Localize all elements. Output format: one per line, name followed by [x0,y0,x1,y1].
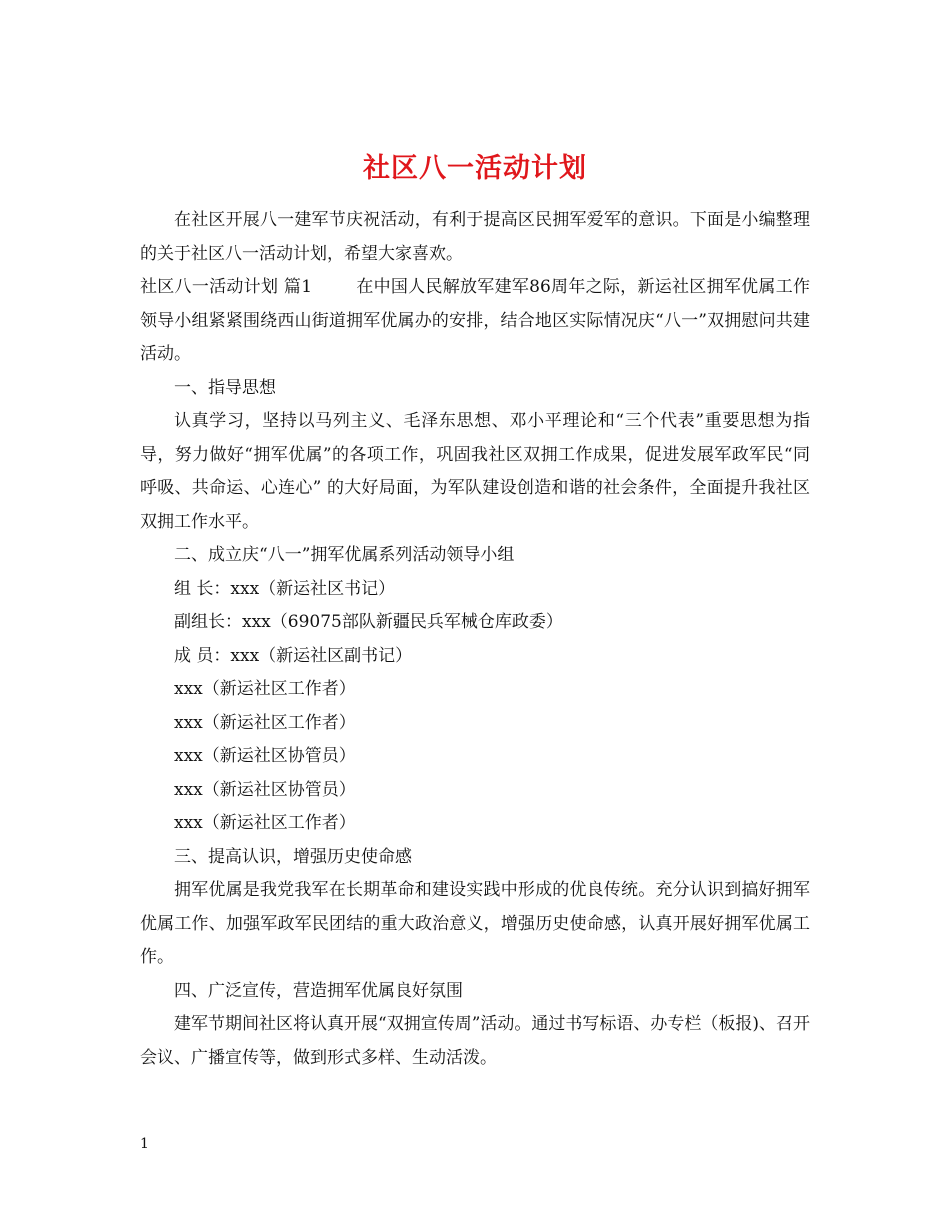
section-heading: 三、提高认识，增强历史使命感 [174,846,412,867]
document-title: 社区八一活动计划 [363,153,587,185]
member-line: xxx（新运社区工作者） [174,813,356,833]
paragraph: 在社区开展八一建军节庆祝活动，有利于提高区民拥军爱军的意识。下面是小编整理的关于社区八一活动计划，希望大家喜欢。 [140,210,810,264]
member-line: 副组长：xxx（69075部队新疆民兵军械仓库政委） [174,612,563,632]
member-line: 成 员：xxx（新运社区副书记） [174,645,413,666]
paragraph: 建军节期间社区将认真开展“双拥宣传周”活动。通过书写标语、办专栏（板报)、召开会议、广播宣传等，做到形式多样、生动活泼。 [140,1014,811,1068]
section-lead: 社区八一活动计划 篇1 [140,277,313,297]
page-number: 1 [140,1136,149,1152]
section-heading: 四、广泛宣传，营造拥军优属良好氛围 [174,980,463,1001]
document-body [140,204,810,1075]
section-heading: 二、成立庆“八一”拥军优属系列活动领导小组 [174,545,515,565]
section-heading: 一、指导思想 [174,377,276,398]
paragraph: 认真学习，坚持以马列主义、毛泽东思想、邓小平理论和“三个代表”重要思想为指导，努力做好“拥军优属”的各项工作，巩固我社区双拥工作成果，促进发展军政军民“同呼吸、共命运、心连心” 的大好局面，为军队建设创造和谐的社会条件，全面提升我社区双拥工作水平。 [140,411,810,532]
member-line: xxx（新运社区协管员） [174,746,356,766]
member-line: xxx（新运社区工作者） [174,679,356,699]
member-line: 组 长：xxx（新运社区书记） [174,578,396,599]
paragraph [140,271,810,372]
member-line: xxx（新运社区工作者） [174,712,356,733]
paragraph: 拥军优属是我党我军在长期革命和建设实践中形成的优良传统。充分认识到搞好拥军优属工作、加强军政军民团结的重大政治意义，增强历史使命感，认真开展好拥军优属工作。 [140,880,810,967]
member-line: xxx（新运社区协管员） [174,779,356,800]
paragraph-text: 在中国人民解放军建军86周年之际，新运社区拥军优属工作领导小组紧紧围绕西山街道拥军优属办的安排，结合地区实际情况庆“八一”双拥慰问共建活动。 [140,277,810,364]
